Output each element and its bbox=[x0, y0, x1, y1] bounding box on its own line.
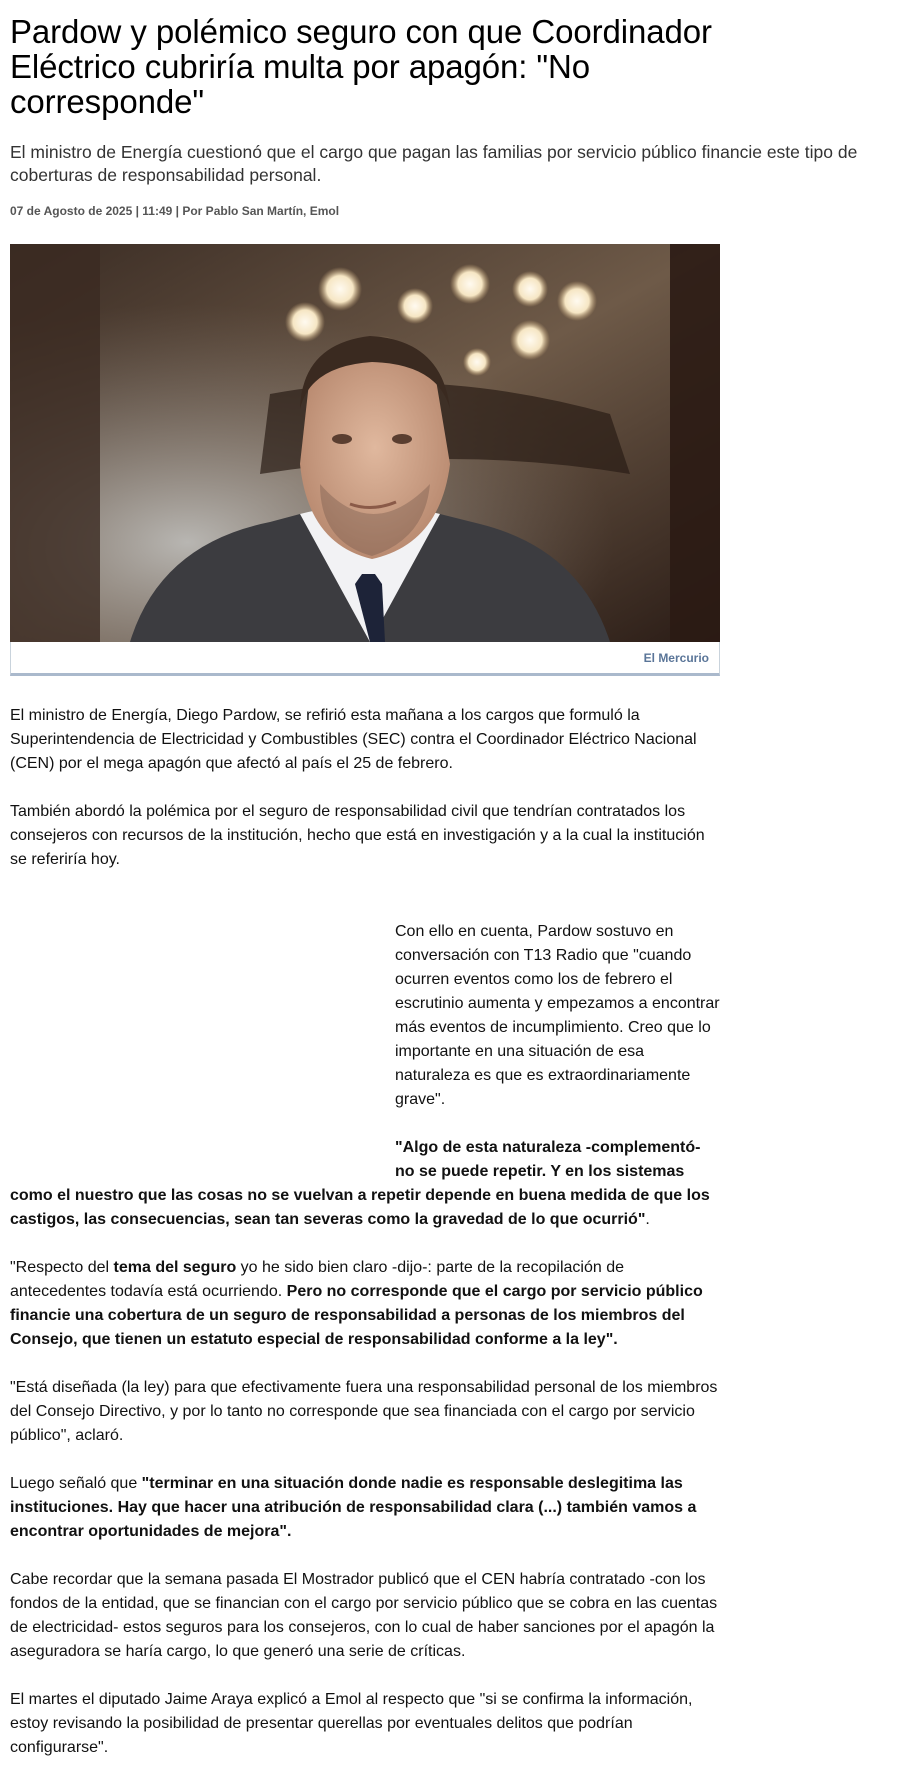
text-bold: tema del seguro bbox=[113, 1259, 237, 1276]
photo-caption-bar bbox=[10, 642, 720, 676]
article-title: Pardow y polémico seguro con que Coordinador Eléctrico cubriría multa por apagón: "No corresponde" bbox=[10, 13, 712, 120]
paragraph: También abordó la polémica por el seguro de responsabilidad civil que tendrían contratados los consejeros con recursos de la institución, hecho que está en investigación y a la cual la institución se referiría hoy. bbox=[10, 803, 705, 868]
paragraph: Con ello en cuenta, Pardow sostuvo en conversación con T13 Radio que "cuando ocurren eventos como los de febrero el escrutinio aumenta y empezamos a encontrar más eventos de incumplimiento. Creo que lo importante en una situación de esa naturaleza es que es extraordinariamente grave". bbox=[395, 923, 720, 1108]
quote-bold: "Algo de esta naturaleza -complementó- no se puede repetir. Y en los sistemas como el nuestro que las cosas no se vuelvan a repetir depende en buena medida de que los castigos, las consecuencias, sean tan severas como la gravedad de lo que ocurrió" bbox=[10, 1139, 710, 1228]
paragraph bbox=[10, 1472, 722, 1544]
article-figure bbox=[10, 244, 720, 674]
paragraph: El martes el diputado Jaime Araya explicó a Emol al respecto que "si se confirma la información, estoy revisando la posibilidad de presentar querellas por eventuales delitos que podrían configurarse". bbox=[10, 1691, 693, 1756]
paragraph: El ministro de Energía, Diego Pardow, se refirió esta mañana a los cargos que formuló la Superintendencia de Electricidad y Combustibles (SEC) contra el Coordinador Eléctrico Nacional (CEN) por el mega apagón que afectó al país el 25 de febrero. bbox=[10, 707, 697, 772]
photo-credit: El Mercurio bbox=[643, 651, 709, 665]
ad-slot bbox=[10, 920, 395, 1180]
paragraph bbox=[10, 1256, 722, 1352]
article bbox=[10, 0, 858, 1784]
paragraph: "Está diseñada (la ley) para que efectivamente fuera una responsabilidad personal de los miembros del Consejo Directivo, y por lo tanto no corresponde que sea financiada con el cargo por servicio público", aclaró. bbox=[10, 1379, 718, 1444]
article-subtitle: El ministro de Energía cuestionó que el cargo que pagan las familias por servicio público financie este tipo de coberturas de responsabilidad personal. bbox=[10, 142, 858, 185]
article-byline: 07 de Agosto de 2025 | 11:49 | Por Pablo San Martín, Emol bbox=[10, 204, 340, 218]
text-bold: "terminar en una situación donde nadie es responsable deslegitima las instituciones. Hay que hacer una atribución de responsabilidad clara (...) también vamos a encontrar oportunidades de mejora". bbox=[10, 1475, 697, 1540]
text-segment: yo he sido bien claro -dijo-: parte de la recopilación de antecedentes todavía está ocurriendo. bbox=[10, 1259, 624, 1300]
text-bold: Pero no corresponde que el cargo por servicio público financie una cobertura de un seguro de responsabilidad a personas de los miembros del Consejo, que tienen un estatuto especial de responsabilidad conforme a la ley". bbox=[10, 1283, 703, 1348]
text-segment: "Respecto del bbox=[10, 1259, 114, 1276]
article-body bbox=[10, 704, 722, 1760]
article-photo[interactable] bbox=[10, 244, 720, 642]
text-segment: Luego señaló que bbox=[10, 1475, 142, 1492]
paragraph: Cabe recordar que la semana pasada El Mostrador publicó que el CEN habría contratado -con los fondos de la entidad, que se financian con el cargo por servicio público que se cobra en las cuentas de electricidad- estos seguros para los consejeros, con lo cual de haber sanciones por el apagón la aseguradora se haría cargo, lo que generó una serie de críticas. bbox=[10, 1571, 718, 1660]
ad-gap bbox=[10, 896, 722, 920]
portrait-image bbox=[10, 244, 720, 642]
paragraph-end: . bbox=[645, 1211, 650, 1228]
